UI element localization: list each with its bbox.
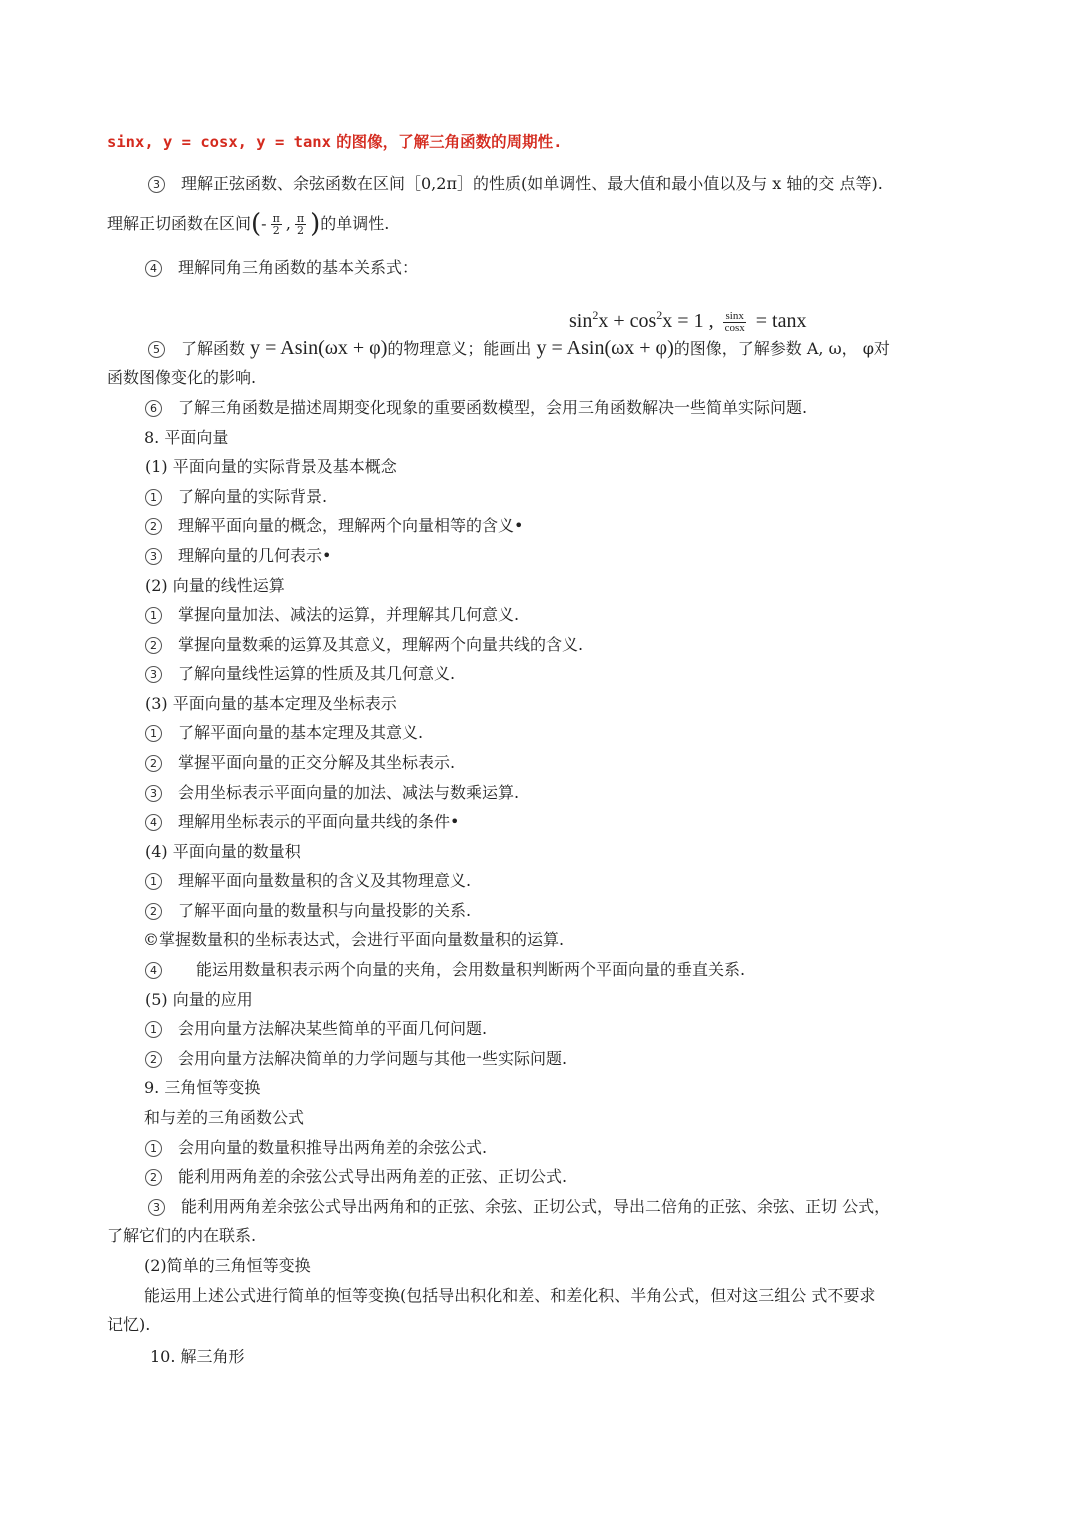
circled-number: 2	[145, 637, 162, 654]
circled-number: 3	[145, 666, 162, 683]
subsection-simple-transforms: (2)简单的三角恒等变换	[144, 1256, 311, 1275]
fraction-pi-half: $\frac{\pi}{2}$	[296, 212, 305, 237]
circled-number: 1	[145, 725, 162, 742]
list-item: 3 理解向量的几何表示•	[145, 545, 1080, 567]
formula-pythagorean-identity: $\sin^2x + \cos^2x = 1$ , $\frac{\sin x}{\cos x}$ = tanx	[569, 308, 807, 334]
circled-number: 2	[145, 903, 162, 920]
list-item: 2 掌握平面向量的正交分解及其坐标表示.	[145, 752, 1080, 774]
paren-open: (	[251, 209, 262, 239]
line-tangent-monotonic: 理解正切函数在区间(- $\frac{\pi}{2}$ , $\frac{\pi}{2}$ )的单调性.	[107, 209, 390, 239]
circled-number: 2	[145, 518, 162, 535]
fraction-sin-over-cos: $\frac{\sin x}{\cos x}$	[724, 309, 745, 334]
subsection-3: (3) 平面向量的基本定理及坐标表示	[145, 694, 397, 713]
list-item: 2 理解平面向量的概念，理解两个向量相等的含义•	[145, 515, 1080, 537]
list-item: 4 能运用数量积表示两个向量的夹角，会用数量积判断两个平面向量的垂直关系.	[145, 959, 1080, 981]
list-item: 1 掌握向量加法、减法的运算，并理解其几何意义.	[145, 604, 1080, 626]
continuation-line: 了解它们的内在联系.	[107, 1226, 257, 1245]
subsection-sum-difference: 和与差的三角函数公式	[144, 1108, 305, 1127]
list-item: 2 能利用两角差的余弦公式导出两角差的正弦、正切公式.	[145, 1166, 1080, 1188]
text-suffix: 的单调性.	[320, 214, 390, 233]
list-item: 2 掌握向量数乘的运算及其意义，理解两个向量共线的含义.	[145, 634, 1080, 656]
line-graph-effect: 函数图像变化的影响.	[107, 368, 257, 387]
list-item: 3 会用坐标表示平面向量的加法、减法与数乘运算.	[145, 782, 1080, 804]
list-item: 2 了解平面向量的数量积与向量投影的关系.	[145, 900, 1080, 922]
item-6-periodic-model: 6 了解三角函数是描述周期变化现象的重要函数模型，会用三角函数解决一些简单实际问题.	[145, 397, 1080, 419]
list-item: 1 会用向量方法解决某些简单的平面几何问题.	[145, 1018, 1080, 1040]
math-sinusoid: y = Asin(ωx + φ)	[250, 337, 388, 359]
subsection-5: (5) 向量的应用	[145, 990, 253, 1009]
circled-number: 1	[145, 873, 162, 890]
red-text-cjk: 的图像，了解三角函数的周期性.	[336, 133, 563, 151]
math-sinusoid: y = Asin(ωx + φ)	[536, 337, 674, 359]
circled-number: 4	[145, 814, 162, 831]
circled-number: 1	[145, 1021, 162, 1038]
text-prefix: 理解正切函数在区间	[107, 214, 252, 233]
item-3-interval-properties	[148, 173, 1080, 195]
circled-number: 1	[145, 489, 162, 506]
red-text-math: sinx, y = cosx, y = tanx	[107, 133, 331, 151]
subsection-2: (2) 向量的线性运算	[145, 576, 285, 595]
circled-number: 1	[145, 607, 162, 624]
circled-number: 6	[145, 400, 162, 417]
continuation-line: 记忆).	[107, 1315, 151, 1334]
item-text: 理解同角三角函数的基本关系式：	[178, 258, 419, 277]
item-text: 理解正弦函数、余弦函数在区间［0,2π］的性质(如单调性、最大值和最小值以及与 x 轴的交 点等).	[181, 174, 883, 193]
subsection-1: (1) 平面向量的实际背景及基本概念	[145, 457, 397, 476]
item-4-identities	[145, 257, 1080, 279]
list-item: 1 了解向量的实际背景.	[145, 486, 1080, 508]
item-5-physical-meaning: 5 了解函数 y = Asin(ωx + φ)的物理意义；能画出 y = Asin(ωx + φ)的图像，了解参数 A, ω， φ对	[148, 335, 1080, 362]
circled-number: 2	[145, 1169, 162, 1186]
circled-number: 3	[148, 1199, 165, 1216]
circled-number: 4	[145, 962, 162, 979]
section-heading-10: 10. 解三角形	[150, 1347, 245, 1366]
list-item: ©掌握数量积的坐标表达式，会进行平面向量数量积的运算.	[143, 930, 565, 949]
section-heading-9: 9. 三角恒等变换	[144, 1078, 261, 1097]
circled-number: 3	[145, 785, 162, 802]
line-red-heading	[107, 131, 1080, 153]
circled-number: 3	[148, 176, 165, 193]
circled-number: 4	[145, 260, 162, 277]
paragraph-line: 能运用上述公式进行简单的恒等变换(包括导出积化和差、和差化积、半角公式，但对这三组公 式不要求	[144, 1286, 876, 1305]
list-item: 1 理解平面向量数量积的含义及其物理意义.	[145, 870, 1080, 892]
list-item: 1 会用向量的数量积推导出两角差的余弦公式.	[145, 1137, 1080, 1159]
list-item: 1 了解平面向量的基本定理及其意义.	[145, 722, 1080, 744]
list-item: 2 会用向量方法解决简单的力学问题与其他一些实际问题.	[145, 1048, 1080, 1070]
circled-number: 2	[145, 755, 162, 772]
paren-close: )	[310, 209, 321, 239]
list-item: 3 能利用两角差余弦公式导出两角和的正弦、余弦、正切公式，导出二倍角的正弦、余弦、正切 公式，	[148, 1196, 1080, 1218]
list-item: 3 了解向量线性运算的性质及其几何意义.	[145, 663, 1080, 685]
circled-number: 1	[145, 1140, 162, 1157]
circled-number: 2	[145, 1051, 162, 1068]
list-item: 4 理解用坐标表示的平面向量共线的条件•	[145, 811, 1080, 833]
subsection-4: (4) 平面向量的数量积	[145, 842, 301, 861]
circled-number: 5	[148, 341, 165, 358]
fraction-neg-pi-half: $\frac{\pi}{2}$	[272, 212, 280, 237]
section-heading-8: 8. 平面向量	[144, 428, 229, 447]
circled-number: 3	[145, 548, 162, 565]
